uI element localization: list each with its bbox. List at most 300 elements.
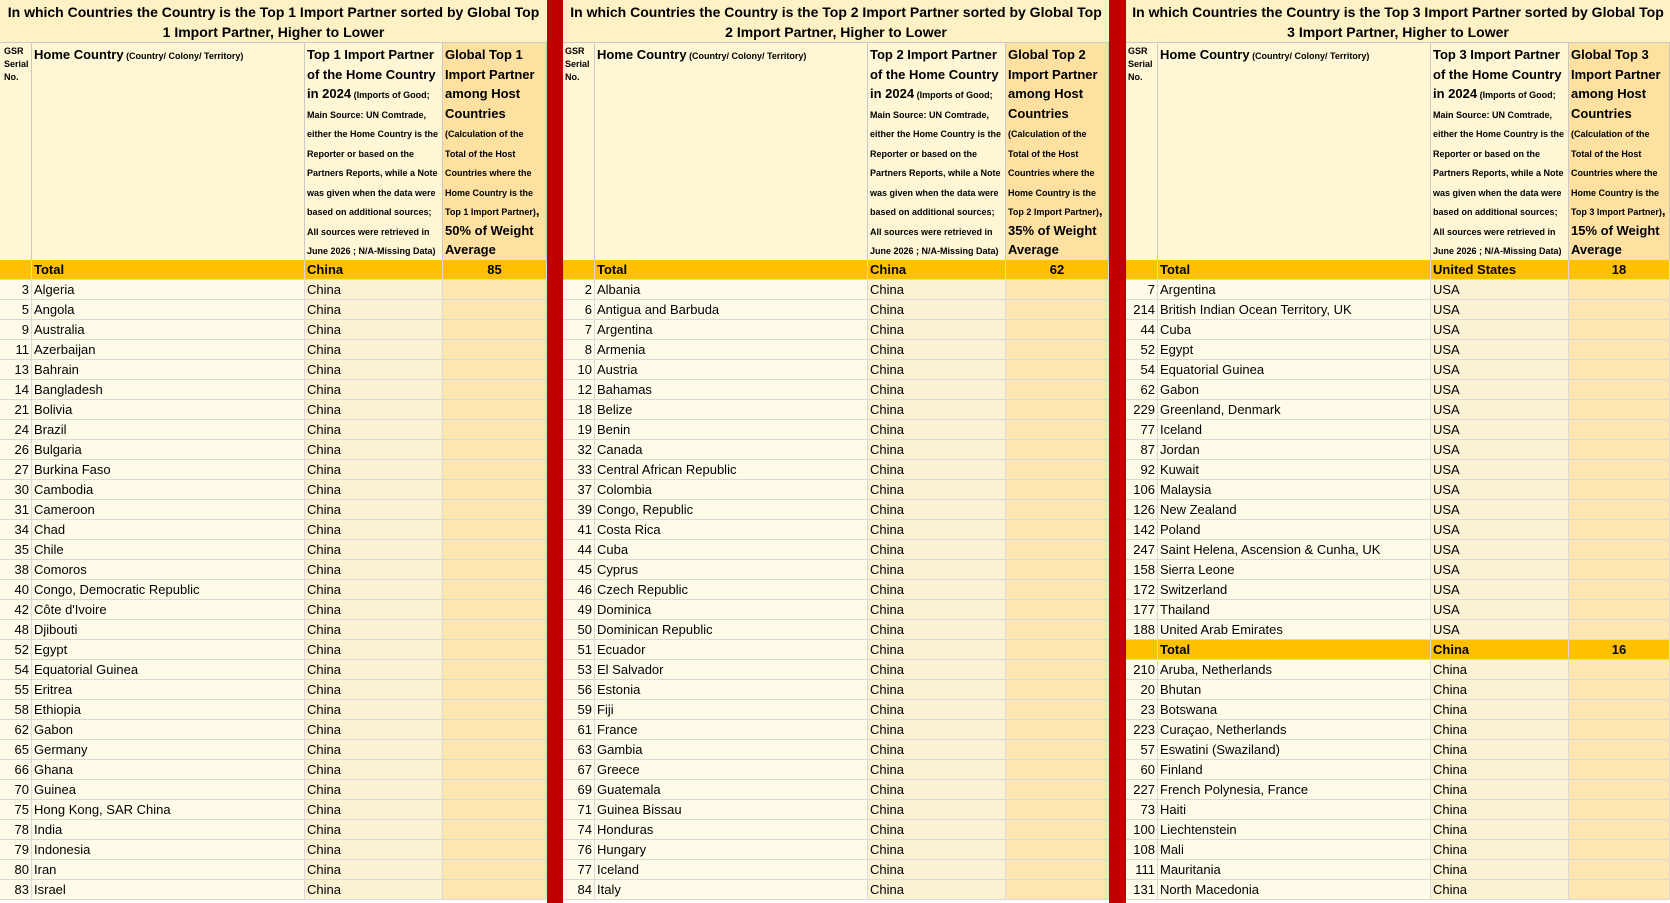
- section-separator: [547, 0, 563, 903]
- global-count-cell: [1006, 820, 1109, 839]
- home-country-cell: Equatorial Guinea: [1158, 360, 1431, 379]
- import-partner-cell: USA: [1431, 560, 1569, 579]
- home-country-cell: Belize: [595, 400, 868, 419]
- serial-number-cell: 210: [1126, 660, 1158, 679]
- import-partner-cell: China: [868, 700, 1006, 719]
- table-row: [563, 640, 1109, 660]
- table-row: [0, 640, 547, 660]
- import-partner-cell: China: [305, 440, 443, 459]
- table-row: [1126, 840, 1670, 860]
- home-country-cell: Fiji: [595, 700, 868, 719]
- serial-number-cell: 10: [563, 360, 595, 379]
- global-count-cell: [1569, 340, 1670, 359]
- header-home-country: Home Country (Country/ Colony/ Territory): [595, 43, 868, 260]
- global-count-cell: [1569, 480, 1670, 499]
- import-partner-cell: China: [868, 260, 1006, 279]
- table-row: [563, 460, 1109, 480]
- home-country-cell: Cambodia: [32, 480, 305, 499]
- import-partner-cell: China: [1431, 760, 1569, 779]
- table-row: [563, 780, 1109, 800]
- serial-number-cell: 108: [1126, 840, 1158, 859]
- serial-number-cell: 38: [0, 560, 32, 579]
- home-country-cell: Malaysia: [1158, 480, 1431, 499]
- home-country-cell: Italy: [595, 880, 868, 899]
- serial-number-cell: 44: [563, 540, 595, 559]
- global-count-cell: [443, 660, 547, 679]
- import-partner-cell: China: [868, 860, 1006, 879]
- serial-number-cell: 65: [0, 740, 32, 759]
- table-row: [0, 820, 547, 840]
- global-count-cell: 18: [1569, 260, 1670, 279]
- global-count-cell: [443, 520, 547, 539]
- header-home-country: Home Country (Country/ Colony/ Territory): [32, 43, 305, 260]
- total-row: [0, 260, 547, 280]
- import-partner-cell: China: [868, 320, 1006, 339]
- global-count-cell: [1006, 560, 1109, 579]
- serial-number-cell: 52: [1126, 340, 1158, 359]
- table-row: [1126, 340, 1670, 360]
- serial-number-cell: 79: [0, 840, 32, 859]
- global-count-cell: [443, 460, 547, 479]
- global-count-cell: [443, 600, 547, 619]
- import-partner-cell: China: [868, 360, 1006, 379]
- serial-number-cell: 70: [0, 780, 32, 799]
- home-country-cell: Costa Rica: [595, 520, 868, 539]
- serial-number-cell: 26: [0, 440, 32, 459]
- global-count-cell: [1006, 720, 1109, 739]
- import-partner-cell: China: [868, 720, 1006, 739]
- table-row: [0, 780, 547, 800]
- table-row: [1126, 300, 1670, 320]
- home-country-cell: El Salvador: [595, 660, 868, 679]
- global-count-cell: [1006, 640, 1109, 659]
- global-count-cell: [443, 580, 547, 599]
- header-global-partner: Global Top 1 Import Partner among Host Countries (Calculation of the Total of the Host Countries where the Home Country is the Top 1 Import Partner), 50% of Weight Average: [443, 43, 547, 260]
- serial-number-cell: 39: [563, 500, 595, 519]
- serial-number-cell: 62: [0, 720, 32, 739]
- serial-number-cell: 7: [1126, 280, 1158, 299]
- table-row: [0, 440, 547, 460]
- serial-number-cell: 188: [1126, 620, 1158, 639]
- home-country-cell: Iran: [32, 860, 305, 879]
- import-partner-cell: USA: [1431, 380, 1569, 399]
- global-count-cell: [1569, 440, 1670, 459]
- import-partner-cell: United States: [1431, 260, 1569, 279]
- import-partner-cell: China: [868, 820, 1006, 839]
- home-country-cell: Total: [1158, 260, 1431, 279]
- global-count-cell: [1006, 800, 1109, 819]
- import-partner-cell: China: [305, 820, 443, 839]
- home-country-cell: Guinea Bissau: [595, 800, 868, 819]
- home-country-cell: Cuba: [595, 540, 868, 559]
- home-country-cell: Mauritania: [1158, 860, 1431, 879]
- serial-number-cell: 13: [0, 360, 32, 379]
- import-partner-cell: China: [1431, 720, 1569, 739]
- home-country-cell: Canada: [595, 440, 868, 459]
- serial-number-cell: 27: [0, 460, 32, 479]
- home-country-cell: Guinea: [32, 780, 305, 799]
- import-partner-cell: China: [868, 600, 1006, 619]
- serial-number-cell: 40: [0, 580, 32, 599]
- import-partner-cell: USA: [1431, 420, 1569, 439]
- global-count-cell: [1006, 400, 1109, 419]
- import-partner-cell: China: [305, 880, 443, 899]
- home-country-cell: Chile: [32, 540, 305, 559]
- import-partner-cell: China: [305, 800, 443, 819]
- home-country-cell: Poland: [1158, 520, 1431, 539]
- global-count-cell: [1006, 440, 1109, 459]
- global-count-cell: [1569, 740, 1670, 759]
- global-count-cell: [443, 880, 547, 899]
- serial-number-cell: 42: [0, 600, 32, 619]
- global-count-cell: [1006, 520, 1109, 539]
- global-count-cell: [443, 680, 547, 699]
- home-country-cell: Congo, Democratic Republic: [32, 580, 305, 599]
- home-country-cell: Argentina: [595, 320, 868, 339]
- serial-number-cell: 48: [0, 620, 32, 639]
- data-table: [563, 260, 1109, 900]
- table-row: [563, 740, 1109, 760]
- import-partner-cell: China: [868, 740, 1006, 759]
- table-row: [1126, 720, 1670, 740]
- header-gsr: GSR Serial No.: [1126, 43, 1158, 260]
- table-row: [563, 340, 1109, 360]
- table-row: [0, 620, 547, 640]
- global-count-cell: [1569, 560, 1670, 579]
- import-partner-cell: China: [305, 500, 443, 519]
- serial-number-cell: 14: [0, 380, 32, 399]
- serial-number-cell: 31: [0, 500, 32, 519]
- import-partner-cell: China: [868, 440, 1006, 459]
- home-country-cell: Iceland: [595, 860, 868, 879]
- total-row: [563, 260, 1109, 280]
- table-row: [0, 380, 547, 400]
- import-partner-cell: China: [1431, 740, 1569, 759]
- table-row: [1126, 700, 1670, 720]
- table-row: [563, 620, 1109, 640]
- serial-number-cell: 100: [1126, 820, 1158, 839]
- import-partner-cell: China: [868, 380, 1006, 399]
- home-country-cell: Iceland: [1158, 420, 1431, 439]
- import-partner-cell: China: [305, 700, 443, 719]
- serial-number-cell: 84: [563, 880, 595, 899]
- serial-number-cell: 229: [1126, 400, 1158, 419]
- table-row: [0, 720, 547, 740]
- home-country-cell: Guatemala: [595, 780, 868, 799]
- table-row: [563, 320, 1109, 340]
- global-count-cell: [1006, 500, 1109, 519]
- serial-number-cell: 7: [563, 320, 595, 339]
- import-partner-cell: China: [868, 340, 1006, 359]
- home-country-cell: Antigua and Barbuda: [595, 300, 868, 319]
- home-country-cell: Comoros: [32, 560, 305, 579]
- global-count-cell: [443, 820, 547, 839]
- home-country-cell: Cyprus: [595, 560, 868, 579]
- home-country-cell: Azerbaijan: [32, 340, 305, 359]
- serial-number-cell: 55: [0, 680, 32, 699]
- home-country-cell: Australia: [32, 320, 305, 339]
- table-row: [563, 860, 1109, 880]
- serial-number-cell: [1126, 640, 1158, 659]
- home-country-cell: Finland: [1158, 760, 1431, 779]
- import-partner-cell: China: [868, 560, 1006, 579]
- global-count-cell: [1006, 880, 1109, 899]
- global-count-cell: [1006, 540, 1109, 559]
- home-country-cell: Jordan: [1158, 440, 1431, 459]
- table-row: [1126, 600, 1670, 620]
- global-count-cell: [1569, 400, 1670, 419]
- home-country-cell: Cameroon: [32, 500, 305, 519]
- import-partner-cell: China: [868, 640, 1006, 659]
- serial-number-cell: 61: [563, 720, 595, 739]
- global-count-cell: [1569, 800, 1670, 819]
- data-table: [0, 260, 547, 900]
- section-separator: [1109, 0, 1126, 903]
- header-import-partner: Top 2 Import Partner of the Home Country in 2024 (Imports of Good; Main Source: UN Comtrade, either the Home Country is the Reporter or based on the Partners Reports, while a Note was given when the data were based on additional sources; All sources were retrieved in June 2026 ; N/A-Missing Data): [868, 43, 1006, 260]
- global-count-cell: 85: [443, 260, 547, 279]
- table-row: [563, 540, 1109, 560]
- global-count-cell: [1569, 660, 1670, 679]
- table-row: [1126, 620, 1670, 640]
- table-row: [1126, 500, 1670, 520]
- global-count-cell: [1569, 700, 1670, 719]
- global-count-cell: [443, 300, 547, 319]
- import-partner-cell: China: [868, 280, 1006, 299]
- serial-number-cell: 77: [1126, 420, 1158, 439]
- global-count-cell: [1569, 380, 1670, 399]
- home-country-cell: Aruba, Netherlands: [1158, 660, 1431, 679]
- table-row: [0, 500, 547, 520]
- global-count-cell: [443, 640, 547, 659]
- global-count-cell: [443, 360, 547, 379]
- serial-number-cell: 21: [0, 400, 32, 419]
- global-count-cell: [1569, 360, 1670, 379]
- import-partner-cell: China: [305, 480, 443, 499]
- import-partner-cell: China: [868, 620, 1006, 639]
- home-country-cell: Hungary: [595, 840, 868, 859]
- import-partner-cell: China: [305, 740, 443, 759]
- table-row: [0, 520, 547, 540]
- import-partner-cell: China: [305, 860, 443, 879]
- section-title: In which Countries the Country is the Top 2 Import Partner sorted by Global Top 2 Import Partner, Higher to Lower: [563, 0, 1109, 43]
- import-partner-cell: China: [868, 680, 1006, 699]
- home-country-cell: Albania: [595, 280, 868, 299]
- import-partner-cell: China: [305, 300, 443, 319]
- home-country-cell: Armenia: [595, 340, 868, 359]
- serial-number-cell: 59: [563, 700, 595, 719]
- home-country-cell: Bahamas: [595, 380, 868, 399]
- global-count-cell: [1006, 280, 1109, 299]
- serial-number-cell: 30: [0, 480, 32, 499]
- home-country-cell: British Indian Ocean Territory, UK: [1158, 300, 1431, 319]
- global-count-cell: [443, 280, 547, 299]
- import-partner-cell: China: [868, 500, 1006, 519]
- global-count-cell: [1006, 580, 1109, 599]
- serial-number-cell: 52: [0, 640, 32, 659]
- serial-number-cell: 50: [563, 620, 595, 639]
- import-partner-cell: USA: [1431, 620, 1569, 639]
- import-partner-cell: USA: [1431, 540, 1569, 559]
- table-row: [563, 420, 1109, 440]
- home-country-cell: Thailand: [1158, 600, 1431, 619]
- global-count-cell: [443, 860, 547, 879]
- table-row: [0, 800, 547, 820]
- table-row: [563, 660, 1109, 680]
- global-count-cell: [1569, 420, 1670, 439]
- global-count-cell: [443, 380, 547, 399]
- table-row: [1126, 360, 1670, 380]
- serial-number-cell: 12: [563, 380, 595, 399]
- global-count-cell: 16: [1569, 640, 1670, 659]
- global-count-cell: [443, 840, 547, 859]
- import-partner-cell: USA: [1431, 480, 1569, 499]
- global-count-cell: [443, 800, 547, 819]
- serial-number-cell: 60: [1126, 760, 1158, 779]
- global-count-cell: [443, 720, 547, 739]
- home-country-cell: Eritrea: [32, 680, 305, 699]
- serial-number-cell: 34: [0, 520, 32, 539]
- home-country-cell: France: [595, 720, 868, 739]
- home-country-cell: Dominica: [595, 600, 868, 619]
- serial-number-cell: 44: [1126, 320, 1158, 339]
- serial-number-cell: 177: [1126, 600, 1158, 619]
- import-partner-cell: USA: [1431, 360, 1569, 379]
- serial-number-cell: 6: [563, 300, 595, 319]
- home-country-cell: Djibouti: [32, 620, 305, 639]
- import-partner-cell: China: [305, 360, 443, 379]
- table-row: [0, 660, 547, 680]
- home-country-cell: Côte d'Ivoire: [32, 600, 305, 619]
- import-partner-cell: USA: [1431, 500, 1569, 519]
- import-partner-cell: USA: [1431, 460, 1569, 479]
- table-row: [563, 300, 1109, 320]
- serial-number-cell: 69: [563, 780, 595, 799]
- home-country-cell: Kuwait: [1158, 460, 1431, 479]
- table-row: [0, 300, 547, 320]
- total-row: [1126, 640, 1670, 660]
- home-country-cell: Indonesia: [32, 840, 305, 859]
- import-partner-cell: China: [305, 680, 443, 699]
- global-count-cell: [443, 340, 547, 359]
- serial-number-cell: 35: [0, 540, 32, 559]
- section-top2: [563, 0, 1109, 903]
- header-global-partner: Global Top 2 Import Partner among Host Countries (Calculation of the Total of the Host Countries where the Home Country is the Top 2 Import Partner), 35% of Weight Average: [1006, 43, 1109, 260]
- global-count-cell: [443, 620, 547, 639]
- import-partner-cell: USA: [1431, 440, 1569, 459]
- table-row: [1126, 420, 1670, 440]
- home-country-cell: Germany: [32, 740, 305, 759]
- home-country-cell: Mali: [1158, 840, 1431, 859]
- table-row: [563, 440, 1109, 460]
- serial-number-cell: 53: [563, 660, 595, 679]
- global-count-cell: [1569, 280, 1670, 299]
- table-row: [1126, 740, 1670, 760]
- import-partner-cell: China: [1431, 780, 1569, 799]
- table-row: [0, 460, 547, 480]
- table-row: [0, 320, 547, 340]
- home-country-cell: Algeria: [32, 280, 305, 299]
- import-partner-cell: China: [305, 540, 443, 559]
- table-row: [1126, 440, 1670, 460]
- global-count-cell: [443, 420, 547, 439]
- home-country-cell: Liechtenstein: [1158, 820, 1431, 839]
- global-count-cell: [1006, 680, 1109, 699]
- global-count-cell: [1006, 660, 1109, 679]
- home-country-cell: Dominican Republic: [595, 620, 868, 639]
- home-country-cell: Angola: [32, 300, 305, 319]
- import-partner-cell: USA: [1431, 600, 1569, 619]
- table-row: [1126, 680, 1670, 700]
- global-count-cell: [443, 320, 547, 339]
- serial-number-cell: 66: [0, 760, 32, 779]
- serial-number-cell: 76: [563, 840, 595, 859]
- serial-number-cell: 45: [563, 560, 595, 579]
- global-count-cell: [1006, 760, 1109, 779]
- home-country-cell: Hong Kong, SAR China: [32, 800, 305, 819]
- home-country-cell: French Polynesia, France: [1158, 780, 1431, 799]
- header-row: [0, 43, 547, 260]
- global-count-cell: [1006, 340, 1109, 359]
- home-country-cell: Colombia: [595, 480, 868, 499]
- import-partner-cell: China: [305, 380, 443, 399]
- import-partner-cell: China: [305, 260, 443, 279]
- serial-number-cell: 75: [0, 800, 32, 819]
- serial-number-cell: 106: [1126, 480, 1158, 499]
- serial-number-cell: 8: [563, 340, 595, 359]
- serial-number-cell: 73: [1126, 800, 1158, 819]
- global-count-cell: [1569, 300, 1670, 319]
- import-partner-cell: China: [868, 580, 1006, 599]
- home-country-cell: Switzerland: [1158, 580, 1431, 599]
- import-partner-cell: China: [868, 840, 1006, 859]
- home-country-cell: Haiti: [1158, 800, 1431, 819]
- home-country-cell: Total: [595, 260, 868, 279]
- table-row: [563, 480, 1109, 500]
- serial-number-cell: 77: [563, 860, 595, 879]
- home-country-cell: Honduras: [595, 820, 868, 839]
- import-partner-cell: China: [868, 400, 1006, 419]
- serial-number-cell: 131: [1126, 880, 1158, 899]
- table-row: [563, 380, 1109, 400]
- import-partner-cell: China: [1431, 700, 1569, 719]
- serial-number-cell: 54: [1126, 360, 1158, 379]
- global-count-cell: [1569, 780, 1670, 799]
- serial-number-cell: 142: [1126, 520, 1158, 539]
- table-row: [1126, 480, 1670, 500]
- home-country-cell: Brazil: [32, 420, 305, 439]
- serial-number-cell: 172: [1126, 580, 1158, 599]
- serial-number-cell: 37: [563, 480, 595, 499]
- table-row: [0, 740, 547, 760]
- table-row: [1126, 780, 1670, 800]
- section-top3: [1126, 0, 1670, 903]
- global-count-cell: [1569, 760, 1670, 779]
- home-country-cell: Ghana: [32, 760, 305, 779]
- global-count-cell: [443, 500, 547, 519]
- import-partner-cell: China: [305, 600, 443, 619]
- global-count-cell: [1569, 840, 1670, 859]
- home-country-cell: Ecuador: [595, 640, 868, 659]
- home-country-cell: Bahrain: [32, 360, 305, 379]
- serial-number-cell: 5: [0, 300, 32, 319]
- home-country-cell: Congo, Republic: [595, 500, 868, 519]
- import-partner-cell: China: [868, 480, 1006, 499]
- global-count-cell: [1569, 520, 1670, 539]
- table-row: [563, 820, 1109, 840]
- table-row: [1126, 580, 1670, 600]
- serial-number-cell: 62: [1126, 380, 1158, 399]
- global-count-cell: [1006, 300, 1109, 319]
